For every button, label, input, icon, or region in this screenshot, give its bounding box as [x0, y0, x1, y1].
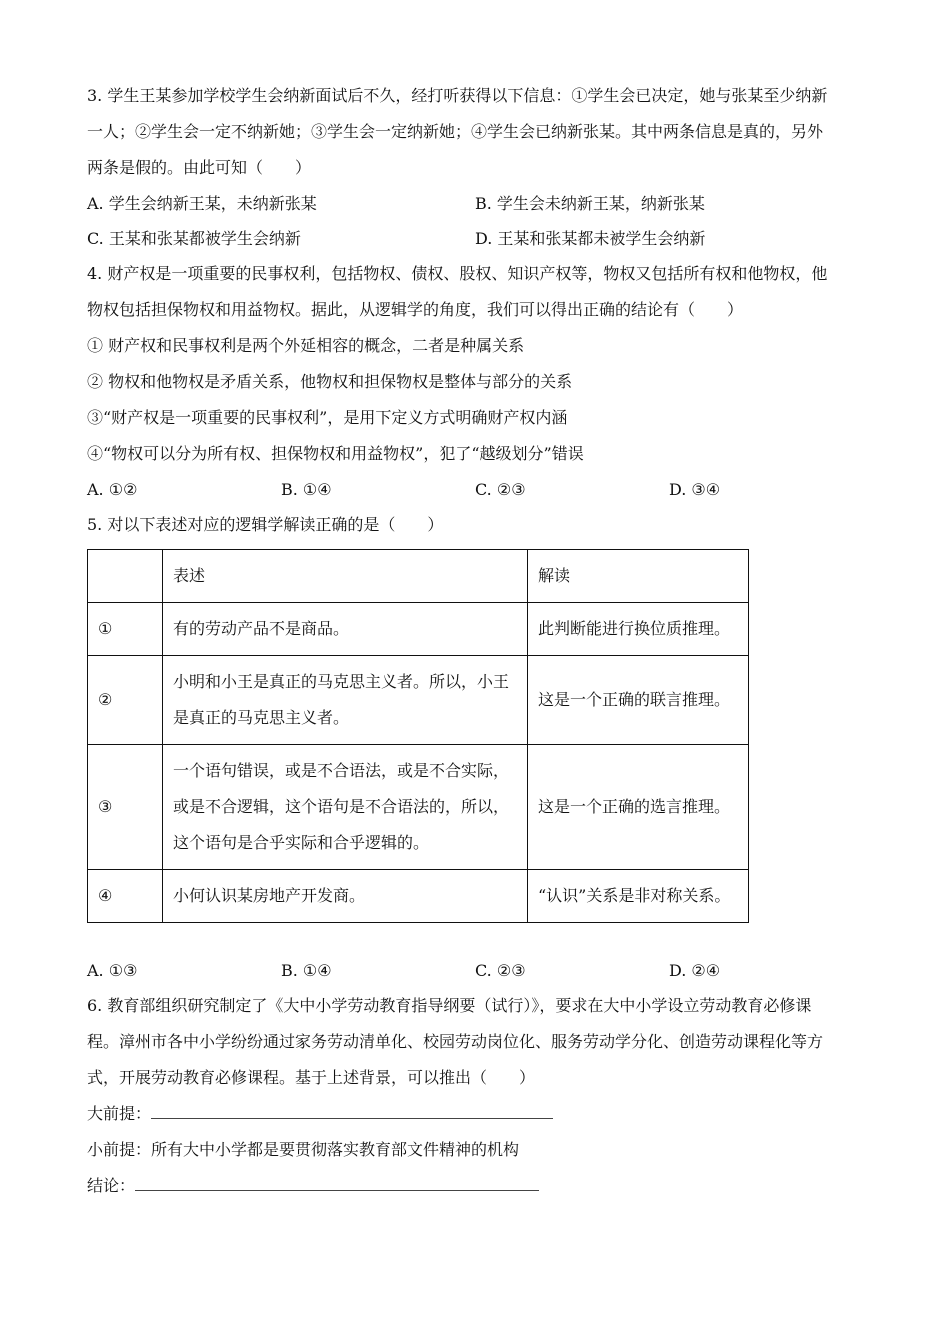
- table-header-cell: 解读: [528, 550, 749, 603]
- q3-stem-line: 两条是假的。由此可知（ ）: [87, 158, 312, 177]
- table-cell-number: ①: [88, 603, 163, 656]
- major-premise-blank[interactable]: [151, 1100, 553, 1119]
- table-cell-interpretation: 这是一个正确的联言推理。: [528, 656, 749, 745]
- q5-options-row: [87, 953, 867, 988]
- q4-statement-4: ④“物权可以分为所有权、担保物权和用益物权”，犯了“越级划分”错误: [87, 444, 584, 463]
- q4-option-d[interactable]: D. ③④: [669, 480, 721, 499]
- q3-options-row: [87, 186, 867, 221]
- q5-stem: 5. 对以下表述对应的逻辑学解读正确的是（ ）: [87, 515, 444, 534]
- q4-options-row: [87, 472, 867, 507]
- q6-stem-line: 程。漳州市各中小学纷纷通过家务劳动清单化、校园劳动岗位化、服务劳动学分化、创造劳动课程化等方: [87, 1032, 824, 1051]
- q3-options-row: [87, 221, 867, 256]
- table-row: [88, 870, 749, 923]
- q3-option-a[interactable]: A. 学生会纳新王某，未纳新张某: [87, 194, 317, 213]
- table-row: [88, 656, 749, 745]
- table-cell-interpretation: 此判断能进行换位质推理。: [528, 603, 749, 656]
- table-row: [88, 745, 749, 870]
- q4-option-b[interactable]: B. ①④: [281, 480, 332, 499]
- q6-conclusion: [87, 1168, 867, 1204]
- table-cell-interpretation: “认识”关系是非对称关系。: [528, 870, 749, 923]
- q3-stem-line: 一人；②学生会一定不纳新她；③学生会一定纳新她；④学生会已纳新张某。其中两条信息是真的，另外: [87, 122, 824, 141]
- table-cell-number: ③: [88, 745, 163, 870]
- major-premise-label: 大前提：: [87, 1104, 152, 1123]
- table-cell-interpretation: 这是一个正确的选言推理。: [528, 745, 749, 870]
- conclusion-blank[interactable]: [135, 1172, 539, 1191]
- q4-stem-line: 4. 财产权是一项重要的民事权利，包括物权、债权、股权、知识产权等，物权又包括所有权和他物权，他: [87, 264, 828, 283]
- q4-option-a[interactable]: A. ①②: [87, 480, 138, 499]
- question-4: [87, 256, 867, 507]
- q6-stem-line: 式，开展劳动教育必修课程。基于上述背景，可以推出（ ）: [87, 1068, 536, 1087]
- q5-option-d[interactable]: D. ②④: [669, 961, 721, 980]
- q4-statement-1: ① 财产权和民事权利是两个外延相容的概念，二者是种属关系: [87, 336, 525, 355]
- table-cell-statement: 小何认识某房地产开发商。: [163, 870, 528, 923]
- table-cell-statement: 小明和小王是真正的马克思主义者。所以，小王是真正的马克思主义者。: [163, 656, 528, 745]
- table-cell-number: ②: [88, 656, 163, 745]
- q3-stem-line: 3. 学生王某参加学校学生会纳新面试后不久，经打听获得以下信息：①学生会已决定，她与张某至少纳新: [87, 86, 828, 105]
- q3-option-c[interactable]: C. 王某和张某都被学生会纳新: [87, 229, 301, 248]
- q6-stem-line: 6. 教育部组织研究制定了《大中小学劳动教育指导纲要（试行）》，要求在大中小学设立劳动教育必修课: [87, 996, 812, 1015]
- q5-option-c[interactable]: C. ②③: [475, 961, 526, 980]
- table-header-row: [88, 550, 749, 603]
- q4-statement-3: ③“财产权是一项重要的民事权利”，是用下定义方式明确财产权内涵: [87, 408, 568, 427]
- q5-option-b[interactable]: B. ①④: [281, 961, 332, 980]
- question-5: [87, 507, 867, 988]
- q3-option-b[interactable]: B. 学生会未纳新王某，纳新张某: [475, 194, 705, 213]
- q5-table: [87, 549, 749, 923]
- q5-option-a[interactable]: A. ①③: [87, 961, 138, 980]
- q4-stem-line: 物权包括担保物权和用益物权。据此，从逻辑学的角度，我们可以得出正确的结论有（ ）: [87, 300, 744, 319]
- table-cell-statement: 有的劳动产品不是商品。: [163, 603, 528, 656]
- table-cell-statement: 一个语句错误，或是不合语法，或是不合实际，或是不合逻辑，这个语句是不合语法的，所以，这个语句是合乎实际和合乎逻辑的。: [163, 745, 528, 870]
- q6-major-premise: [87, 1096, 867, 1132]
- question-6: [87, 988, 867, 1204]
- exam-page: [87, 78, 867, 1204]
- q3-option-d[interactable]: D. 王某和张某都未被学生会纳新: [475, 229, 706, 248]
- table-row: [88, 603, 749, 656]
- conclusion-label: 结论：: [87, 1176, 136, 1195]
- table-header-cell: 表述: [163, 550, 528, 603]
- question-3: [87, 78, 867, 256]
- table-cell-number: ④: [88, 870, 163, 923]
- q4-option-c[interactable]: C. ②③: [475, 480, 526, 499]
- q6-minor-premise: 小前提：所有大中小学都是要贯彻落实教育部文件精神的机构: [87, 1140, 520, 1159]
- q4-statement-2: ② 物权和他物权是矛盾关系，他物权和担保物权是整体与部分的关系: [87, 372, 573, 391]
- table-header-cell: [88, 550, 163, 603]
